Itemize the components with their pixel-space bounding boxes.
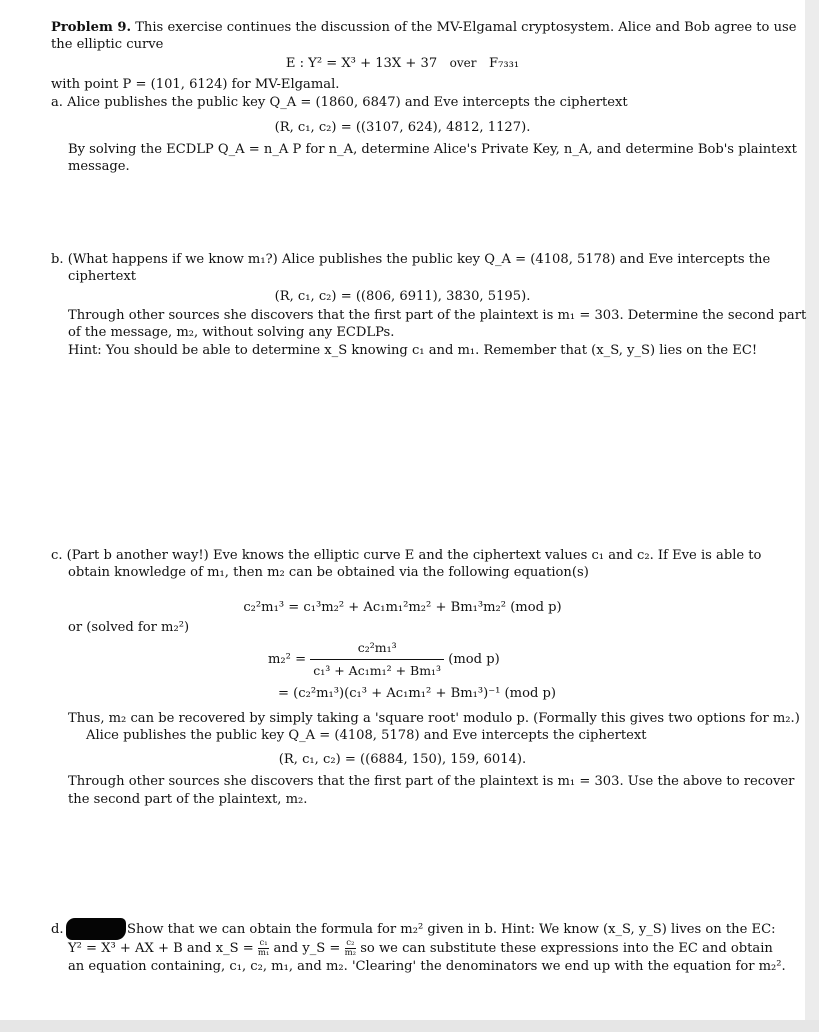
ys-denominator: m₂	[344, 948, 357, 958]
part-d-line-1: Show that we can obtain the formula for m₂² given in b. Hint: We know (x_S, y_S) lives on the EC:	[127, 922, 776, 937]
part-b-task-2: of the message, m₂, without solving any ECDLPs.	[68, 325, 395, 340]
eq2-lhs: m₂² =	[268, 652, 307, 667]
part-c-equation-1: c₂²m₁³ = c₁³m₂² + Ac₁m₁²m₂² + Bm₁³m₂² (mod p)	[243, 600, 562, 615]
problem-intro-text: This exercise continues the discussion of the MV-Elgamal cryptosystem. Alice and Bob agree to use	[135, 20, 797, 35]
eq2-numerator: c₂²m₁³	[310, 638, 444, 660]
part-b-line-2: ciphertext	[68, 269, 137, 284]
eq2-denominator: c₁³ + Ac₁m₁² + Bm₁³	[313, 663, 442, 678]
part-a-task-2: message.	[68, 159, 130, 174]
part-d-label: d.	[51, 922, 64, 937]
part-d-line-2c: so we can substitute these expressions into the EC and obtain	[360, 941, 773, 956]
part-c-thus: Thus, m₂ can be recovered by simply taking a 'square root' modulo p. (Formally this gives two options for m₂.)	[68, 711, 800, 726]
redaction-mark	[66, 918, 126, 940]
part-c-alice-key: Alice publishes the public key Q_A = (4108, 5178) and Eve intercepts the ciphertext	[86, 728, 647, 743]
problem-intro-line-1	[51, 20, 797, 36]
part-a-line-1: a. Alice publishes the public key Q_A = (1860, 6847) and Eve intercepts the ciphertext	[51, 95, 628, 110]
part-c-equation-3: = (c₂²m₁³)(c₁³ + Ac₁m₁² + Bm₁³)⁻¹ (mod p)	[278, 686, 556, 701]
part-b-ciphertext: (R, c₁, c₂) = ((806, 6911), 3830, 5195).	[274, 289, 531, 304]
xs-fraction	[258, 939, 269, 958]
curve-lhs: E : Y² = X³ + 13X + 37	[285, 56, 438, 71]
part-c-solved-label: or (solved for m₂²)	[68, 620, 190, 635]
part-c-line-2: obtain knowledge of m₁, then m₂ can be obtained via the following equation(s)	[68, 565, 589, 580]
base-point-line: with point P = (101, 6124) for MV-Elgamal.	[51, 77, 340, 92]
curve-over: over	[449, 56, 477, 70]
part-d-line-2a: Y² = X³ + AX + B and x_S =	[68, 941, 254, 956]
part-a-task-1: By solving the ECDLP Q_A = n_A P for n_A, determine Alice's Private Key, n_A, and determine Bob's plaintext	[68, 142, 797, 157]
part-c-ciphertext: (R, c₁, c₂) = ((6884, 150), 159, 6014).	[278, 752, 527, 767]
part-a-ciphertext: (R, c₁, c₂) = ((3107, 624), 4812, 1127).	[274, 120, 531, 135]
part-d-line-3: an equation containing, c₁, c₂, m₁, and m₂. 'Clearing' the denominators we end up with the equation for m₂².	[68, 959, 786, 974]
part-b-hint: Hint: You should be able to determine x_S knowing c₁ and m₁. Remember that (x_S, y_S) lies on the EC!	[68, 343, 758, 358]
problem-title: Problem 9.	[51, 20, 132, 35]
part-c-task-2: the second part of the plaintext, m₂.	[68, 792, 308, 807]
curve-equation	[0, 55, 805, 72]
part-d-line-2b: and y_S =	[273, 941, 341, 956]
ys-numerator: c₂	[346, 938, 355, 948]
part-d-line-2	[68, 939, 773, 958]
part-c-line-1: c. (Part b another way!) Eve knows the elliptic curve E and the ciphertext values c₁ and c₂. If Eve is able to	[51, 548, 762, 563]
viewer-margin-bottom	[0, 1020, 819, 1032]
xs-denominator: m₁	[257, 948, 270, 958]
part-b-task-1: Through other sources she discovers that the first part of the plaintext is m₁ = 303. Determine the second part	[68, 308, 807, 323]
eq2-fraction	[310, 638, 444, 681]
xs-numerator: c₁	[259, 938, 268, 948]
ys-fraction	[345, 939, 356, 958]
eq2-mod: (mod p)	[448, 652, 500, 667]
problem-intro-line-2: the elliptic curve	[51, 37, 164, 52]
curve-field: F₇₃₃₁	[489, 56, 520, 71]
viewer-margin-right	[805, 0, 819, 1032]
part-c-task-1: Through other sources she discovers that the first part of the plaintext is m₁ = 303. Use the above to recover	[68, 774, 795, 789]
part-c-equation-2	[268, 638, 500, 681]
part-b-line-1: b. (What happens if we know m₁?) Alice publishes the public key Q_A = (4108, 5178) and Eve intercepts the	[51, 252, 771, 267]
